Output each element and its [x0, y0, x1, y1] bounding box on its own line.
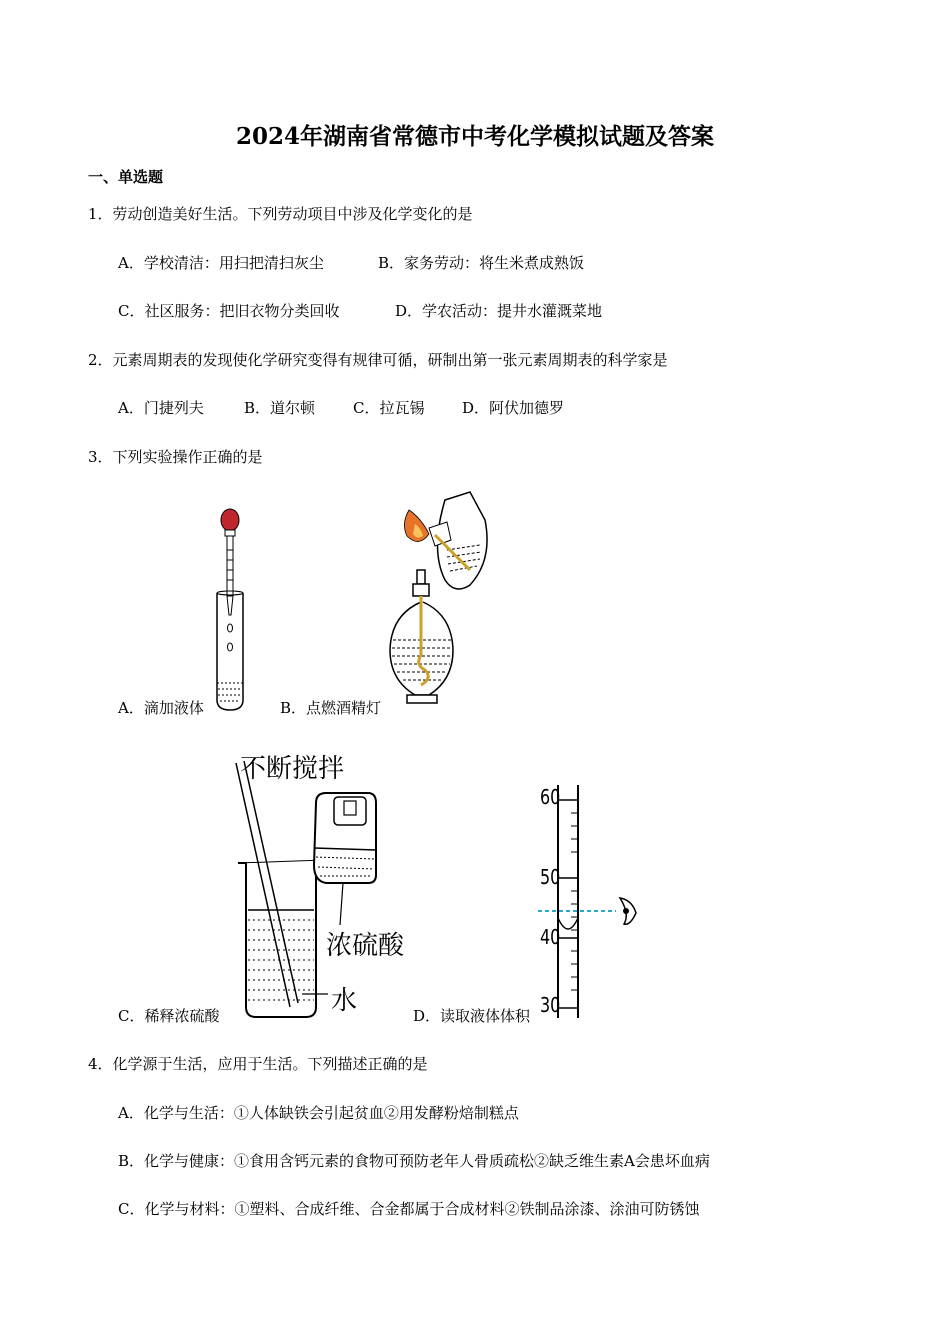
section-heading: 一、单选题 [88, 168, 164, 186]
question-4-stem: 4．化学源于生活，应用于生活。下列描述正确的是 [88, 1055, 428, 1073]
question-4-option-a: A．化学与生活：①人体缺铁会引起贫血②用发酵粉焙制糕点 [118, 1104, 519, 1122]
cylinder-tick-40: 40 [540, 925, 561, 949]
question-2-option-b: B．道尔顿 [244, 399, 316, 417]
question-1-option-d: D．学农活动：提井水灌溉菜地 [395, 302, 603, 320]
question-1-option-a: A．学校清洁：用扫把清扫灰尘 [118, 254, 324, 272]
question-2-option-a: A．门捷列夫 [118, 399, 204, 417]
cylinder-tick-30: 30 [540, 993, 561, 1017]
figure-graduated-cylinder-reading [538, 780, 648, 1020]
question-3-option-c: C．稀释浓硫酸 [118, 1007, 220, 1025]
question-3-option-b: B．点燃酒精灯 [280, 699, 382, 717]
page-title: 2024年湖南省常德市中考化学模拟试题及答案 [235, 123, 714, 150]
label-keep-stirring: 不断搅拌 [240, 754, 345, 784]
figure-dilute-sulfuric-acid [228, 745, 388, 1025]
question-3-option-d: D．读取液体体积 [413, 1007, 531, 1025]
question-2-option-c: C．拉瓦锡 [353, 399, 425, 417]
label-water: 水 [331, 986, 358, 1016]
question-2-stem: 2．元素周期表的发现使化学研究变得有规律可循，研制出第一张元素周期表的科学家是 [88, 351, 668, 369]
question-3-stem: 3．下列实验操作正确的是 [88, 448, 263, 466]
cylinder-tick-60: 60 [540, 785, 561, 809]
figure-dropper-in-test-tube [205, 505, 255, 715]
question-1-option-c: C．社区服务：把旧衣物分类回收 [118, 302, 340, 320]
figure-alcohol-lamp-lighting [385, 490, 495, 715]
question-1-stem: 1．劳动创造美好生活。下列劳动项目中涉及化学变化的是 [88, 205, 473, 223]
question-1-option-b: B．家务劳动：将生米煮成熟饭 [378, 254, 585, 272]
question-4-option-b: B．化学与健康：①食用含钙元素的食物可预防老年人骨质疏松②缺乏维生素A会患坏血病 [118, 1152, 710, 1170]
label-concentrated-sulfuric-acid: 浓硫酸 [326, 931, 405, 961]
question-3-option-a: A．滴加液体 [118, 699, 204, 717]
question-4-option-c: C．化学与材料：①塑料、合成纤维、合金都属于合成材料②铁制品涂漆、涂油可防锈蚀 [118, 1200, 700, 1218]
question-2-option-d: D．阿伏加德罗 [462, 399, 565, 417]
cylinder-tick-50: 50 [540, 865, 561, 889]
